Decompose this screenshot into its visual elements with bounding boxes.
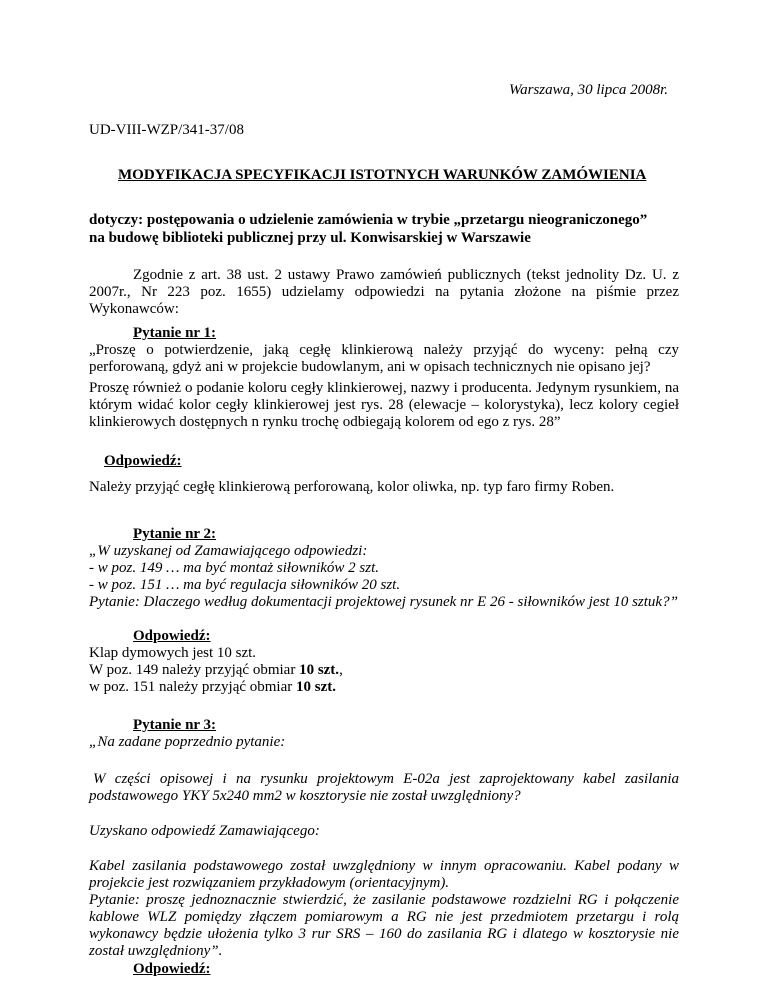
- q3-paragraph-2: Uzyskano odpowiedź Zamawiającego:: [89, 823, 320, 839]
- q2-answer-heading: Odpowiedź:: [133, 628, 211, 644]
- q2-answer-line-3-value: 10 szt.: [296, 679, 337, 695]
- q2-answer-line-2-value: 10 szt.: [299, 662, 340, 678]
- q1-heading: Pytanie nr 1:: [133, 325, 217, 341]
- q3-paragraph-1: [89, 771, 679, 805]
- q3-paragraph-3: [89, 858, 679, 960]
- intro-text: Zgodnie z art. 38 ust. 2 ustawy Prawo zamówień publicznych (tekst jednolity Dz. U. z 2007r., Nr 223 poz. 1655) udzielamy odpowiedzi na pytania złożone na piśmie przez Wykonawców:: [89, 267, 679, 317]
- q2-heading: Pytanie nr 2:: [133, 526, 217, 542]
- q2-answer-line-3-text: w poz. 151 należy przyjąć obmiar: [89, 679, 297, 695]
- q2-line-2: - w poz. 149 … ma być montaż siłowników 2 szt.: [89, 560, 380, 576]
- q1-answer-heading: Odpowiedź:: [104, 453, 182, 469]
- q2-answer-line-2-text: W poz. 149 należy przyjąć obmiar: [89, 662, 300, 678]
- q1-answer: Należy przyjąć cegłę klinkierową perforowaną, kolor oliwka, np. typ faro firmy Roben.: [89, 479, 615, 495]
- q2-line-3: - w poz. 151 … ma być regulacja siłowników 20 szt.: [89, 577, 401, 593]
- q2-question: [89, 594, 689, 611]
- q2-answer-line-3: [89, 679, 336, 696]
- q1-text-2: Proszę również o podanie koloru cegły klinkierowej, nazwy i producenta. Jedynym rysunkiem, na którym widać kolor cegły klinkierowej jest rys. 28 (elewacje – kolorystyka), lecz kolory cegieł klinkierowych dostępnych n rynku trochę odbiegają kolorem od ego z rys. 28”: [89, 380, 679, 430]
- q2-line-1: „W uzyskanej od Zamawiającego odpowiedzi:: [89, 543, 368, 559]
- q3-line-1: „Na zadane poprzednio pytanie:: [89, 734, 286, 750]
- subject-line-2: na budowę biblioteki publicznej przy ul. Konwisarskiej w Warszawie: [89, 230, 531, 246]
- q2-answer-line-2: [89, 662, 343, 679]
- date-line: Warszawa, 30 lipca 2008r.: [509, 82, 669, 98]
- q2-question-text: Pytanie: Dlaczego według dokumentacji projektowej rysunek nr E 26 - siłowników jest 10 sztuk?”: [89, 594, 678, 610]
- q3-answer-heading: Odpowiedź:: [133, 961, 211, 977]
- q1-paragraph-2: [89, 380, 679, 431]
- q1-paragraph-1: [89, 342, 679, 376]
- q1-text-1: „Proszę o potwierdzenie, jaką cegłę klinkierową należy przyjąć do wyceny: pełną czy perforowaną, gdyż ani w projekcie budowlanym, ani w opisach technicznych nie opisano jej?: [89, 342, 679, 375]
- q3-text-3: Kabel zasilania podstawowego został uwzględniony w innym opracowaniu. Kabel podany w projekcie jest rozwiązaniem przykładowym (orientacyjnym).: [89, 858, 679, 891]
- q3-heading: Pytanie nr 3:: [133, 717, 217, 733]
- subject-line-1: dotyczy: postępowania o udzielenie zamówienia w trybie „przetargu nieograniczonego”: [89, 212, 648, 228]
- q3-text-4: Pytanie: proszę jednoznacznie stwierdzić, że zasilanie podstawowe rozdzielni RG i połączenie kablowe WLZ pomiędzy złączem pomiarowym a RG nie jest przedmiotem przetargu i rolą wykonawcy będzie ułożenia tylko 3 rur SRS – 160 do zasilania RG i dlatego w kosztorysie nie został uwzględniony”.: [89, 892, 679, 959]
- q3-text-1: W części opisowej i na rysunku projektowym E-02a jest zaprojektowany kabel zasilania podstawowego YKY 5x240 mm2 w kosztorysie nie został uwzględniony?: [89, 771, 679, 804]
- q2-answer-line-1: Klap dymowych jest 10 szt.: [89, 645, 257, 661]
- document-title: MODYFIKACJA SPECYFIKACJI ISTOTNYCH WARUNKÓW ZAMÓWIENIA: [118, 167, 647, 183]
- reference-number: UD-VIII-WZP/341-37/08: [89, 122, 244, 138]
- q2-answer-line-2-suffix: ,: [339, 662, 343, 678]
- intro-paragraph: [89, 267, 679, 318]
